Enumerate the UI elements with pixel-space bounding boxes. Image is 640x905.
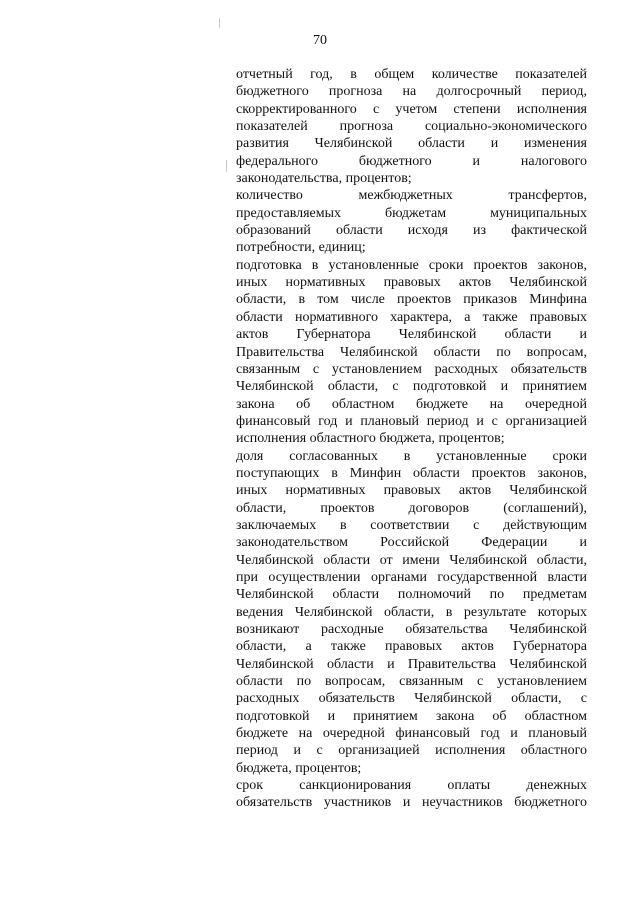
text-line: области, а также правовых актов Губернатора	[236, 639, 587, 655]
text-line: федерального бюджетного и налогового	[236, 153, 587, 169]
text-line: поступающих в Минфин области проектов законов,	[236, 465, 587, 481]
text-line: бюджета, процентов;	[236, 760, 362, 776]
text-line: иных нормативных правовых актов Челябинской	[236, 275, 587, 291]
text-line: подготовка в установленные сроки проектов законов,	[236, 257, 587, 273]
text-line: образований области исходя из фактической	[236, 223, 587, 239]
text-line: доля согласованных в установленные сроки	[236, 448, 587, 464]
text-line: показателей прогноза социально-экономического	[236, 119, 587, 135]
text-line: Челябинской области и Правительства Челябинской	[236, 656, 587, 672]
text-line: области, проектов договоров (соглашений),	[236, 500, 587, 516]
text-line: области, в том числе проектов приказов Минфина	[236, 292, 587, 308]
paragraph	[236, 777, 587, 812]
text-line: отчетный год, в общем количестве показателей	[236, 67, 587, 82]
text-line: количество межбюджетных трансфертов,	[236, 188, 587, 204]
text-line: срок санкционирования оплаты денежных	[236, 778, 587, 794]
text-line: при осуществлении органами государственной власти	[236, 569, 587, 585]
text-line: потребности, единиц;	[236, 240, 366, 256]
text-line: закона об областном бюджете на очередной	[236, 396, 587, 412]
paragraph	[236, 66, 587, 187]
text-line: Правительства Челябинской области по вопросам,	[236, 344, 587, 360]
text-line: развития Челябинской области и изменения	[236, 136, 587, 152]
text-line: области по вопросам, связанным с установлением	[236, 674, 587, 690]
text-line: Челябинской области полномочий по предметам	[236, 587, 587, 603]
text-line: актов Губернатора Челябинской области и	[236, 327, 587, 343]
text-line: заключаемых в соответствии с действующим	[236, 517, 587, 533]
scan-margin-mark	[219, 18, 220, 28]
text-line: предоставляемых бюджетам муниципальных	[236, 205, 587, 221]
text-line: подготовкой и принятием закона об областном	[236, 708, 587, 724]
document-body	[236, 66, 587, 812]
text-line: связанным с установлением расходных обязательств	[236, 361, 587, 377]
text-line: бюджетного прогноза на долгосрочный период,	[236, 84, 587, 100]
text-line: Челябинской области от имени Челябинской области,	[236, 552, 587, 568]
text-line: скорректированного с учетом степени исполнения	[236, 101, 587, 117]
page-number: 70	[313, 33, 327, 48]
text-line: законодательством Российской Федерации и	[236, 535, 587, 551]
text-line: обязательств участников и неучастников бюджетного	[236, 795, 587, 811]
text-line: законодательства, процентов;	[236, 171, 412, 187]
text-line: период и с организацией исполнения областного	[236, 743, 587, 759]
text-line: Челябинской области, с подготовкой и принятием	[236, 379, 587, 395]
paragraph	[236, 257, 587, 448]
text-line: возникают расходные обязательства Челябинской	[236, 622, 587, 637]
scan-margin-mark	[226, 160, 227, 172]
text-line: бюджете на очередной финансовый год и плановый	[236, 726, 587, 742]
text-line: финансовый год и плановый период и с организацией	[236, 413, 587, 429]
text-line: иных нормативных правовых актов Челябинской	[236, 483, 587, 499]
text-line: исполнения областного бюджета, процентов;	[236, 431, 505, 447]
text-line: ведения Челябинской области, в результате которых	[236, 604, 587, 620]
text-line: области нормативного характера, а также правовых	[236, 309, 587, 325]
text-line: расходных обязательств Челябинской области, с	[236, 691, 587, 707]
paragraph	[236, 448, 587, 778]
paragraph	[236, 187, 587, 256]
